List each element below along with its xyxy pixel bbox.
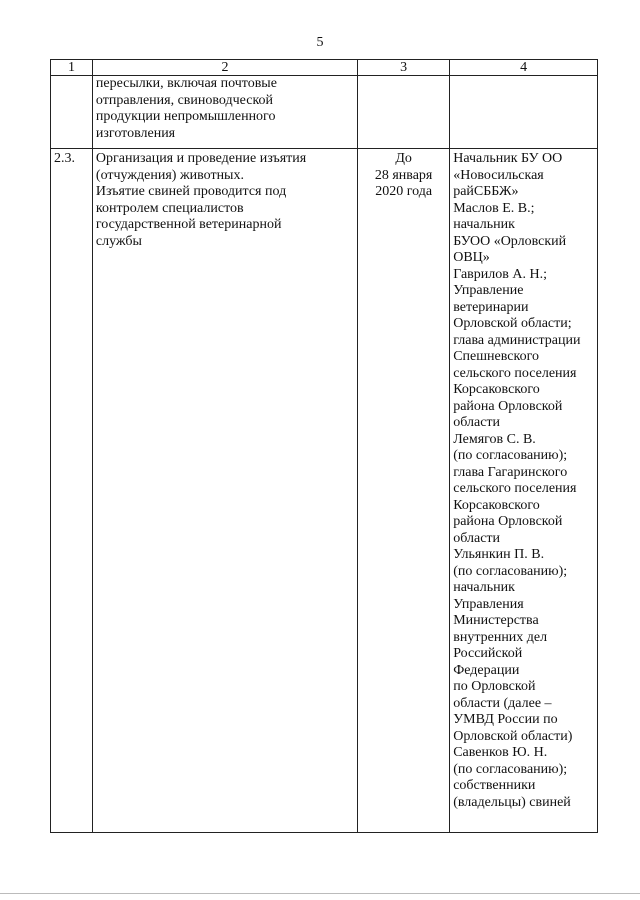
table-header-row	[51, 60, 598, 76]
deadline-line: До	[395, 151, 412, 166]
responsible-line: ОВЦ»	[453, 250, 490, 265]
responsible-line: Корсаковского	[453, 382, 540, 397]
responsible-line: начальник	[453, 217, 515, 232]
cell-deadline	[358, 149, 450, 833]
cell-description	[92, 149, 357, 833]
cell-deadline	[358, 76, 450, 149]
responsible-line: Российской	[453, 646, 523, 661]
responsible-line: по Орловской	[453, 679, 536, 694]
responsible-line: (по согласованию);	[453, 761, 568, 777]
responsible-line: УМВД России по	[453, 712, 558, 727]
description-line: Изъятие свиней проводится под	[95, 184, 287, 199]
responsible-line: Федерации	[453, 662, 520, 678]
responsible-line: Лемягов С. В.	[453, 431, 536, 447]
description-line: продукции непромышленного	[95, 109, 276, 124]
cell-responsible	[450, 149, 598, 833]
responsible-line: Гаврилов А. Н.;	[453, 266, 547, 282]
responsible-line: Маслов Е. В.;	[453, 200, 535, 216]
responsible-line: Орловской области;	[453, 316, 572, 331]
page-bottom-rule	[0, 893, 640, 894]
table-row-item-2-3	[51, 149, 598, 833]
cell-number: 2.3.	[51, 149, 93, 833]
responsible-line: глава Гагаринского	[453, 464, 568, 480]
responsible-line: Спешневского	[453, 349, 539, 364]
description-line: отправления, свиноводческой	[95, 92, 274, 108]
responsible-line: Управления	[453, 596, 524, 612]
description-line: изготовления	[95, 125, 176, 141]
responsible-line: области (далее –	[453, 695, 552, 711]
header-col-1: 1	[51, 60, 93, 76]
responsible-line: района Орловской	[453, 398, 563, 414]
responsible-line: собственники	[453, 778, 536, 793]
responsible-line: ветеринарии	[453, 299, 529, 315]
cell-description	[92, 76, 357, 149]
responsible-line: (владельцы) свиней	[453, 794, 571, 810]
description-line: контролем специалистов	[95, 200, 244, 216]
responsible-line: внутренних дел	[453, 629, 548, 645]
responsible-line: Ульянкин П. В.	[453, 547, 545, 562]
responsible-line: райСББЖ»	[453, 184, 519, 199]
header-col-2: 2	[92, 60, 357, 76]
header-col-3: 3	[358, 60, 450, 76]
description-line: государственной ветеринарной	[95, 217, 282, 232]
responsible-line: области	[453, 530, 501, 546]
deadline-line: 2020 года	[375, 184, 433, 199]
header-col-4: 4	[450, 60, 598, 76]
cell-responsible	[450, 76, 598, 149]
responsible-line: Корсаковского	[453, 497, 540, 513]
responsible-line: начальник	[453, 580, 515, 595]
responsible-line: Начальник БУ ОО	[453, 151, 563, 166]
responsible-line: Савенков Ю. Н.	[453, 745, 548, 760]
description-line: (отчуждения) животных.	[95, 167, 244, 183]
responsible-line: глава администрации	[453, 332, 581, 348]
responsible-line: Министерства	[453, 613, 539, 628]
responsible-line: области	[453, 415, 501, 430]
responsible-line: сельского поселения	[453, 481, 577, 496]
description-line: пересылки, включая почтовые	[95, 76, 277, 91]
responsible-line: Орловской области)	[453, 728, 573, 744]
responsible-line: (по согласованию);	[453, 563, 568, 579]
responsible-line: Управление	[453, 283, 524, 298]
responsible-line: района Орловской	[453, 514, 563, 529]
page-number: 5	[316, 35, 324, 50]
description-line: Организация и проведение изъятия	[95, 151, 307, 166]
cell-number	[51, 76, 93, 149]
table-row-continuation	[51, 76, 598, 149]
responsible-line: БУОО «Орловский	[453, 233, 567, 249]
description-line: службы	[95, 233, 142, 249]
plan-table	[50, 59, 598, 833]
responsible-line: сельского поселения	[453, 365, 577, 381]
deadline-line: 28 января	[374, 167, 433, 183]
responsible-line: «Новосильская	[453, 167, 544, 183]
responsible-line: (по согласованию);	[453, 448, 568, 463]
